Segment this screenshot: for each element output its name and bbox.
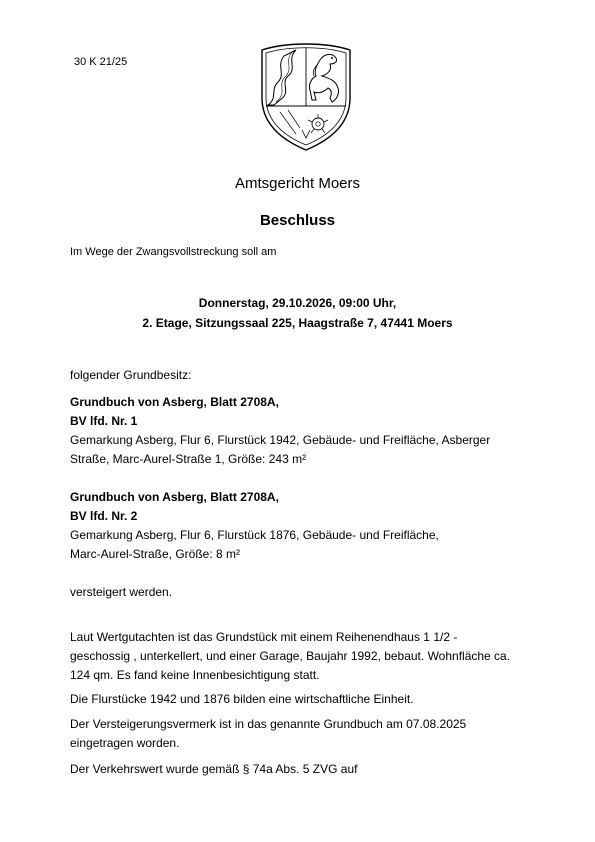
case-number: 30 K 21/25 [74,56,128,68]
court-name: Amtsgericht Moers [234,175,361,192]
parcel-1-line1: Gemarkung Asberg, Flur 6, Flurstück 1942, Gebäude- und Freifläche, Asberger [70,433,491,447]
market-value: Der Verkehrswert wurde gemäß § 74a Abs. 5 ZVG auf [70,762,358,776]
economic-unity: Die Flurstücke 1942 und 1876 bilden eine wirtschaftliche Einheit. [70,692,414,706]
intro-text: Im Wege der Zwangsvollstreckung soll am [70,246,277,258]
auction-date: Donnerstag, 29.10.2026, 09:00 Uhr, [198,296,397,310]
auction-phrase: versteigert werden. [70,585,173,599]
parcel-1-title: Grundbuch von Asberg, Blatt 2708A, [70,395,279,409]
parcel-2-title: Grundbuch von Asberg, Blatt 2708A, [70,490,279,504]
parcel-2-bv: BV lfd. Nr. 2 [70,509,138,523]
registration-line-1: Der Versteigerungsvermerk ist in das genannte Grundbuch am 07.08.2025 [70,717,467,731]
parcel-2-line1: Gemarkung Asberg, Flur 6, Flurstück 1876, Gebäude- und Freifläche, [70,528,439,542]
parcel-1-bv: BV lfd. Nr. 1 [70,414,138,428]
registration-line-2: eingetragen worden. [70,736,180,750]
parcel-1-line2: Straße, Marc-Aurel-Straße 1, Größe: 243 m² [70,452,307,466]
auction-location: 2. Etage, Sitzungssaal 225, Haagstraße 7, 47441 Moers [142,316,453,330]
valuation-line-1: Laut Wertgutachten ist das Grundstück mit einem Reihenendhaus 1 1/2 - [70,630,458,644]
parcel-2-line2: Marc-Aurel-Straße, Größe: 8 m² [70,547,241,561]
property-intro: folgender Grundbesitz: [70,368,192,382]
nrw-coat-of-arms-icon [258,42,354,152]
document-type: Beschluss [259,212,336,229]
valuation-line-2: geschossig , unterkellert, und einer Garage, Baujahr 1992, bebaut. Wohnfläche ca. [70,649,511,663]
valuation-line-3: 124 qm. Es fand keine Innenbesichtigung statt. [70,668,320,682]
